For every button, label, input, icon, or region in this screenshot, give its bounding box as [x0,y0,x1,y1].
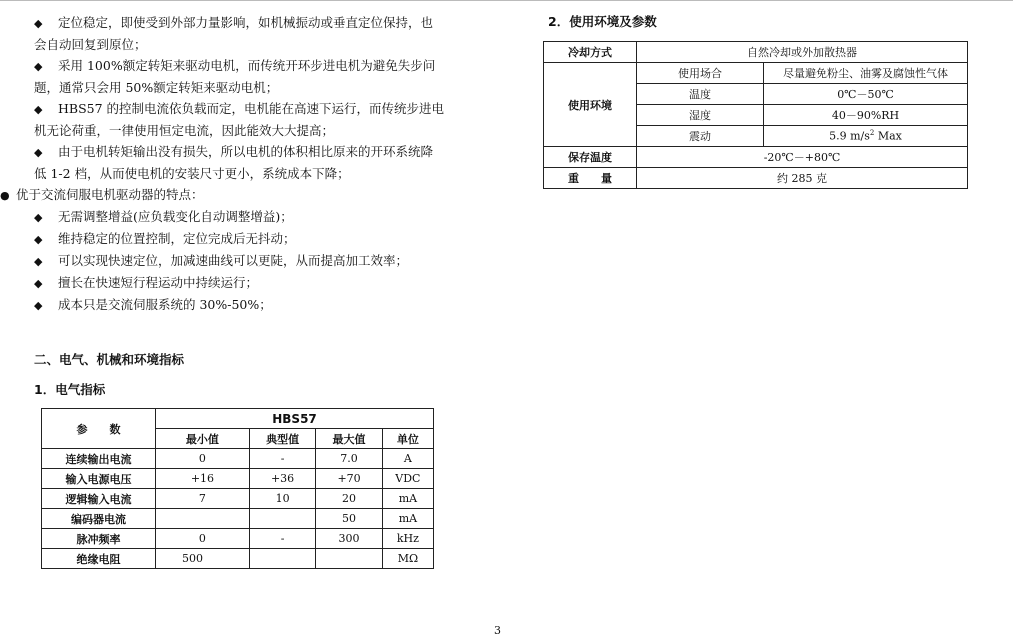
env-value: 40－90%RH [764,105,968,126]
diamond-bullet-icon: ◆ [34,299,43,312]
cell-max: 7.0 [316,449,382,469]
row-label: 冷却方式 [544,42,637,63]
env-value: 0℃－50℃ [764,84,968,105]
cell-max: +70 [316,469,382,489]
cell-min: 0 [156,449,250,469]
feature-paragraph-cont: 机无论荷重，一律使用恒定电流，因此能效大大提高； [34,123,335,138]
storage-value: -20℃－+80℃ [637,147,968,168]
env-value: 5.9 $m/s^2$ Max [764,126,968,147]
feature-paragraph-cont: 会自动回复到原位； [34,37,147,52]
table-row [544,147,968,168]
list-item: ◆ 可以实现快速定位，加减速曲线可以更陡，从而提高加工效率； [34,250,474,272]
diamond-bullet-icon: ◆ [34,17,43,30]
table-row [42,509,434,529]
cell-min: 0 [156,529,250,549]
row-label: 编码器电流 [42,509,156,529]
row-label: 保存温度 [544,147,637,168]
table-row [544,42,968,63]
env-value: 尽量避免粉尘、油雾及腐蚀性气体 [764,63,968,84]
cell-unit: MΩ [382,549,433,569]
cell-min: 7 [156,489,250,509]
weight-value: 约 285 克 [637,168,968,189]
model-header: HBS57 [156,409,434,429]
feature-paragraph: ◆ HBS57 的控制电流依负载而定，电机能在高速下运行，而传统步进电 [34,98,474,120]
environment-table [543,41,968,189]
row-label: 绝缘电阻 [42,549,156,569]
list-item: ◆ 无需调整增益(应负载变化自动调整增益)； [34,206,474,228]
circle-bullet-icon: ● [0,189,10,202]
table-header-row [42,409,434,429]
col-header: 单位 [382,429,433,449]
diamond-bullet-icon: ◆ [34,233,43,246]
diamond-bullet-icon: ◆ [34,103,43,116]
row-label: 重 量 [544,168,637,189]
cell-min: 500 [156,549,250,569]
row-label: 使用环境 [544,63,637,147]
diamond-bullet-icon: ◆ [34,60,43,73]
table-row [544,63,968,84]
env-key: 温度 [637,84,764,105]
feature-paragraph-cont: 低 1-2 档，从而使电机的安装尺寸更小，系统成本下降； [34,166,350,181]
list-item: ◆ 维持稳定的位置控制，定位完成后无抖动； [34,228,474,250]
row-label: 逻辑输入电流 [42,489,156,509]
cell-max: 300 [316,529,382,549]
cell-min: +16 [156,469,250,489]
param-header: 参 数 [42,409,156,449]
cell-max: 20 [316,489,382,509]
cell-typ [249,549,315,569]
table-row [42,449,434,469]
diamond-bullet-icon: ◆ [34,277,43,290]
list-item: ◆ 成本只是交流伺服系统的 30%-50%； [34,294,474,316]
left-column [0,12,474,316]
table-row [42,469,434,489]
cell-max: 50 [316,509,382,529]
feature-paragraph: ◆ 采用 100%额定转矩来驱动电机，而传统开环步进电机为避免失步问 [34,55,474,77]
subsection-heading: 1．电气指标 [34,382,106,397]
diamond-bullet-icon: ◆ [34,255,43,268]
cell-unit: mA [382,489,433,509]
col-header: 典型值 [249,429,315,449]
advantage-heading: ● 优于交流伺服电机驱动器的特点： [0,184,474,206]
env-key: 使用场合 [637,63,764,84]
cell-unit: A [382,449,433,469]
row-label: 输入电源电压 [42,469,156,489]
section-heading: 二、电气、机械和环境指标 [34,352,185,367]
table-row [42,529,434,549]
cell-typ: - [249,449,315,469]
table-row [42,549,434,569]
table-row [544,168,968,189]
top-rule [0,0,1013,1]
cell-typ [249,509,315,529]
cell-unit: mA [382,509,433,529]
electrical-spec-table [41,408,434,569]
cooling-value: 自然冷却或外加散热器 [637,42,968,63]
col-header: 最小值 [156,429,250,449]
feature-paragraph-cont: 题，通常只会用 50%额定转矩来驱动电机； [34,80,279,95]
env-key: 湿度 [637,105,764,126]
cell-typ: +36 [249,469,315,489]
cell-unit: VDC [382,469,433,489]
row-label: 连续输出电流 [42,449,156,469]
list-item: ◆ 擅长在快速短行程运动中持续运行； [34,272,474,294]
env-key: 震动 [637,126,764,147]
col-header: 最大值 [316,429,382,449]
cell-min [156,509,250,529]
page-number: 3 [494,624,501,637]
diamond-bullet-icon: ◆ [34,146,43,159]
diamond-bullet-icon: ◆ [34,211,43,224]
cell-max [316,549,382,569]
environment-heading: 2．使用环境及参数 [548,14,657,29]
feature-paragraph: ◆ 定位稳定，即使受到外部力量影响，如机械振动或垂直定位保持，也 [34,12,474,34]
feature-paragraph: ◆ 由于电机转矩输出没有损失，所以电机的体积相比原来的开环系统降 [34,141,474,163]
cell-typ: - [249,529,315,549]
table-row [42,489,434,509]
cell-unit: kHz [382,529,433,549]
row-label: 脉冲频率 [42,529,156,549]
cell-typ: 10 [249,489,315,509]
